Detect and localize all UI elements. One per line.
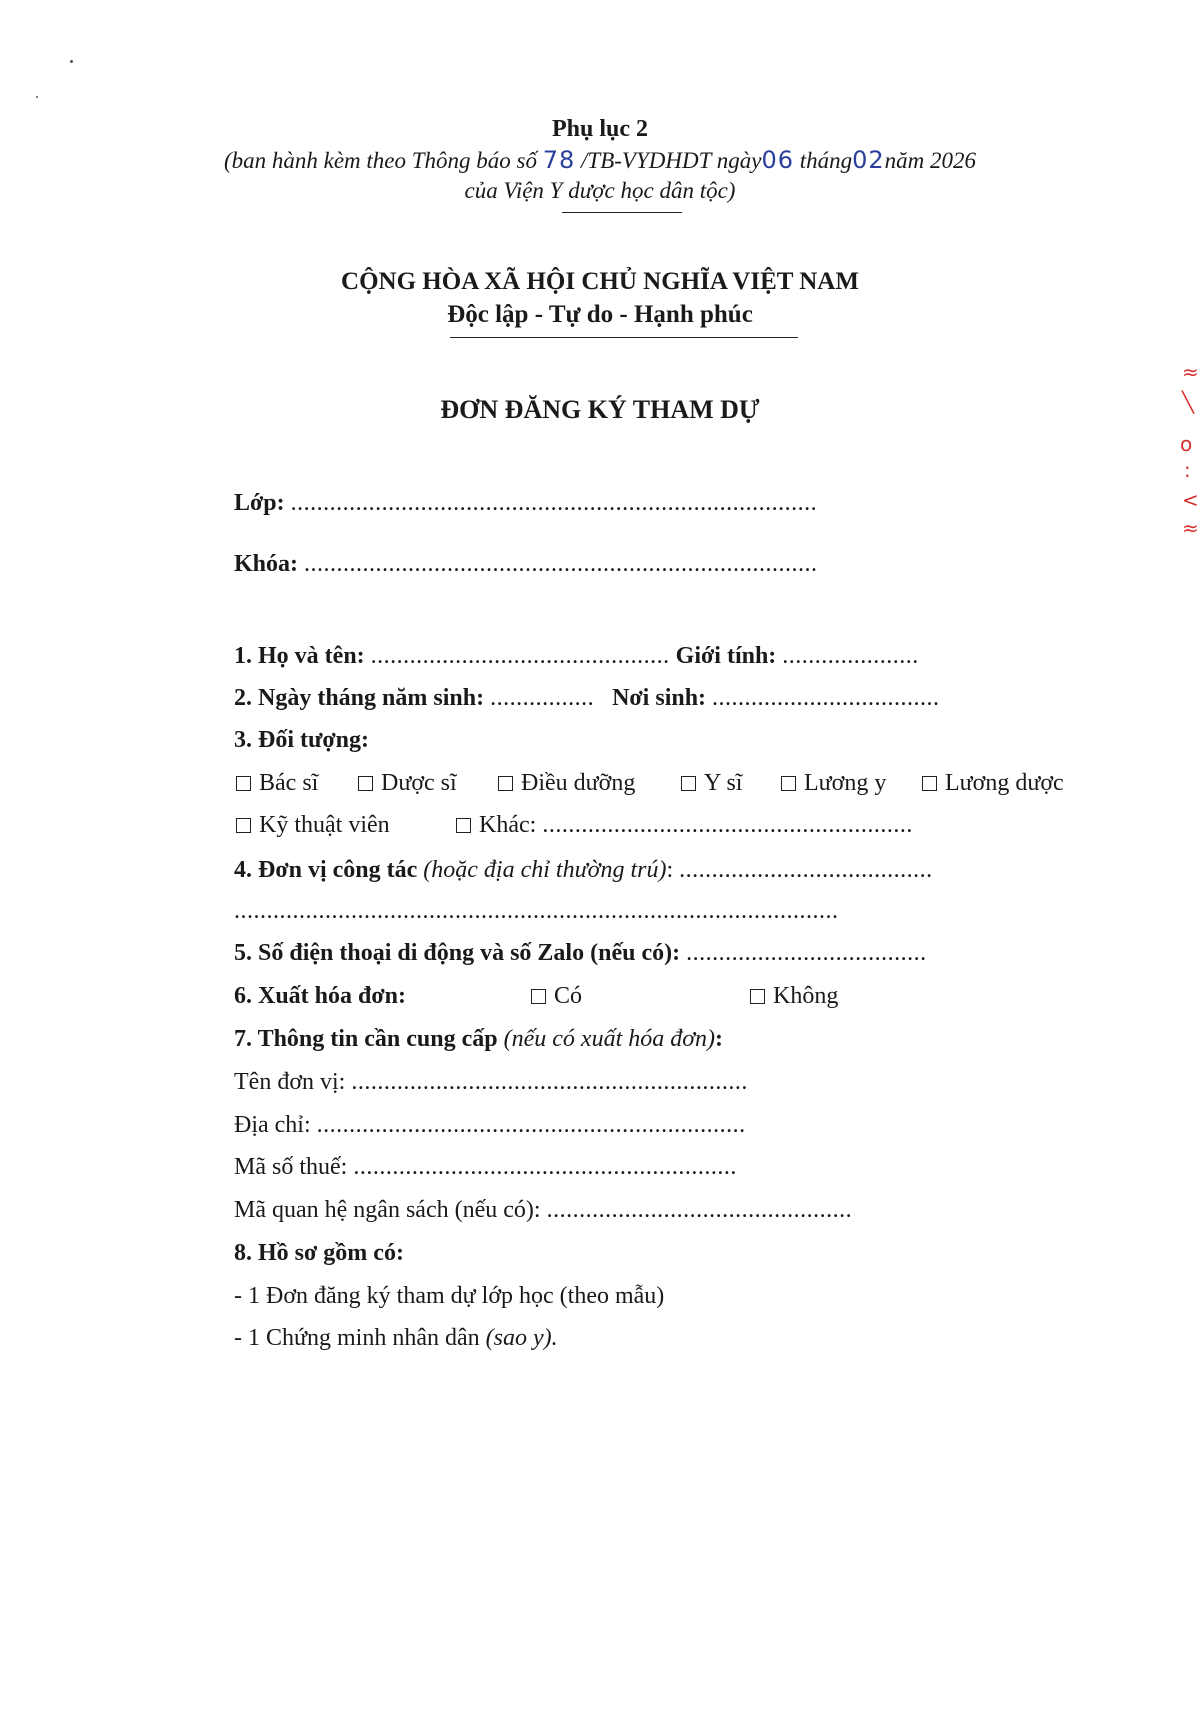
checkbox-icon <box>236 776 251 791</box>
documents-item-1: - 1 Đơn đăng ký tham dự lớp học (theo mẫu) <box>234 1283 665 1309</box>
checkbox-other[interactable]: Khác: ......................................................... <box>456 812 913 839</box>
issued-line <box>0 146 1200 174</box>
q8-heading <box>234 1240 404 1267</box>
address-field[interactable] <box>234 1112 746 1139</box>
gender-label: Giới tính: <box>675 643 777 669</box>
fill-dots: .............................................. <box>370 643 670 669</box>
q4-label: 4. Đơn vị công tác <box>234 857 418 883</box>
scan-speck <box>70 60 73 63</box>
checkbox-icon <box>358 776 373 791</box>
invoice-heading <box>234 983 406 1010</box>
fill-dots: ........................................................... <box>353 1154 737 1180</box>
stamp-edge-mark: o <box>1180 432 1193 456</box>
checkbox-traditional-doctor[interactable]: Lương y <box>781 770 886 797</box>
checkbox-icon <box>456 818 471 833</box>
birth-field[interactable] <box>234 685 940 712</box>
address-label: Địa chỉ: <box>234 1112 311 1138</box>
workplace-continuation[interactable] <box>234 898 839 925</box>
q7-note: (nếu có xuất hóa đơn) <box>503 1026 716 1052</box>
checkbox-invoice-no[interactable]: Không <box>750 983 838 1010</box>
fill-dots: ............................................................................... <box>304 551 818 577</box>
checkbox-traditional-pharmacist[interactable]: Lương dược <box>922 770 1064 797</box>
q3-heading <box>234 727 369 754</box>
workplace-field[interactable]: 4. Đơn vị công tác (hoặc địa chỉ thường trú): ....................................... <box>234 857 933 883</box>
checkbox-icon <box>498 776 513 791</box>
stamp-edge-mark: ≈ <box>1182 516 1199 540</box>
checkbox-icon <box>781 776 796 791</box>
q8-label: 8. Hồ sơ gồm có: <box>234 1240 404 1266</box>
unit-name-label: Tên đơn vị: <box>234 1069 346 1095</box>
stamp-edge-mark: : <box>1184 458 1191 482</box>
checkbox-nurse[interactable]: Điều dưỡng <box>498 770 635 797</box>
fill-dots: ................................... <box>712 685 940 711</box>
stamp-edge-mark: ╲ <box>1182 390 1195 414</box>
issued-ref: /TB-VYDHDT ngày <box>581 148 762 173</box>
q3-label: 3. Đối tượng: <box>234 727 370 753</box>
documents-item-2: - 1 Chứng minh nhân dân (sao y). <box>234 1325 558 1351</box>
fill-dots: ......................................................... <box>542 812 913 838</box>
fill-dots: ..................................... <box>686 940 927 966</box>
budget-code-label: Mã quan hệ ngân sách (nếu có): <box>234 1197 541 1223</box>
q6-label: 6. Xuất hóa đơn: <box>234 983 406 1009</box>
unit-name-field[interactable] <box>234 1069 748 1096</box>
stamp-edge-mark: ≈ <box>1182 360 1199 384</box>
phone-field[interactable] <box>234 940 927 967</box>
form-title: ĐƠN ĐĂNG KÝ THAM DỰ <box>440 395 760 424</box>
checkbox-doctor[interactable]: Bác sĩ <box>236 770 318 797</box>
handwritten-month: 02 <box>852 146 885 174</box>
handwritten-number: 78 <box>542 146 576 174</box>
nation-name: CỘNG HÒA XÃ HỘI CHỦ NGHĨA VIỆT NAM <box>341 268 859 295</box>
issued-year: năm 2026 <box>884 148 977 173</box>
fill-dots: ....................................... <box>679 857 933 883</box>
q7-heading: 7. Thông tin cần cung cấp (nếu có xuất hóa đơn): <box>234 1026 724 1052</box>
handwritten-day: 06 <box>761 146 794 174</box>
checkbox-icon <box>236 818 251 833</box>
tax-code-field[interactable] <box>234 1154 737 1181</box>
q5-label: 5. Số điện thoại di động và số Zalo (nếu có): <box>234 940 681 966</box>
q2-label: 2. Ngày tháng năm sinh: <box>234 685 485 711</box>
tax-code-label: Mã số thuế: <box>234 1154 348 1180</box>
fill-dots: ..................... <box>782 643 919 669</box>
fill-dots: .................................................................. <box>316 1112 746 1138</box>
fill-dots: ............................................................. <box>351 1069 748 1095</box>
fill-dots: ............................................................................................. <box>234 898 839 924</box>
q1-label: 1. Họ và tên: <box>234 643 365 669</box>
fill-dots: ................................................................................. <box>290 490 818 516</box>
issued-prefix: (ban hành kèm theo Thông báo số <box>223 148 537 173</box>
fill-dots: ................ <box>490 685 595 711</box>
checkbox-pharmacist[interactable]: Dược sĩ <box>358 770 457 797</box>
fill-dots: ............................................... <box>546 1197 853 1223</box>
checkbox-invoice-yes[interactable]: Có <box>531 983 582 1010</box>
q4-note: (hoặc địa chỉ thường trú) <box>423 857 667 883</box>
checkbox-icon <box>681 776 696 791</box>
budget-code-field[interactable] <box>234 1197 852 1224</box>
course-label: Khóa: <box>234 551 299 577</box>
checkbox-assistant-doctor[interactable]: Y sĩ <box>681 770 742 797</box>
class-label: Lớp: <box>234 490 285 516</box>
checkbox-technician[interactable]: Kỹ thuật viên <box>236 812 390 839</box>
course-field[interactable] <box>234 551 818 578</box>
motto-underline <box>450 337 798 338</box>
q7-label: 7. Thông tin cần cung cấp <box>234 1026 498 1052</box>
scan-speck <box>36 96 38 98</box>
issued-line-2: của Viện Y dược học dân tộc) <box>464 178 736 203</box>
class-field[interactable] <box>234 490 817 517</box>
name-field[interactable] <box>234 643 919 670</box>
issued-month-label: tháng <box>799 148 853 173</box>
nation-motto: Độc lập - Tự do - Hạnh phúc <box>447 301 753 328</box>
stamp-edge-mark: < <box>1182 488 1199 512</box>
appendix-title: Phụ lục 2 <box>551 116 649 142</box>
header-divider <box>562 212 682 213</box>
checkbox-icon <box>922 776 937 791</box>
birthplace-label: Nơi sinh: <box>612 685 707 711</box>
checkbox-icon <box>531 989 546 1004</box>
checkbox-icon <box>750 989 765 1004</box>
